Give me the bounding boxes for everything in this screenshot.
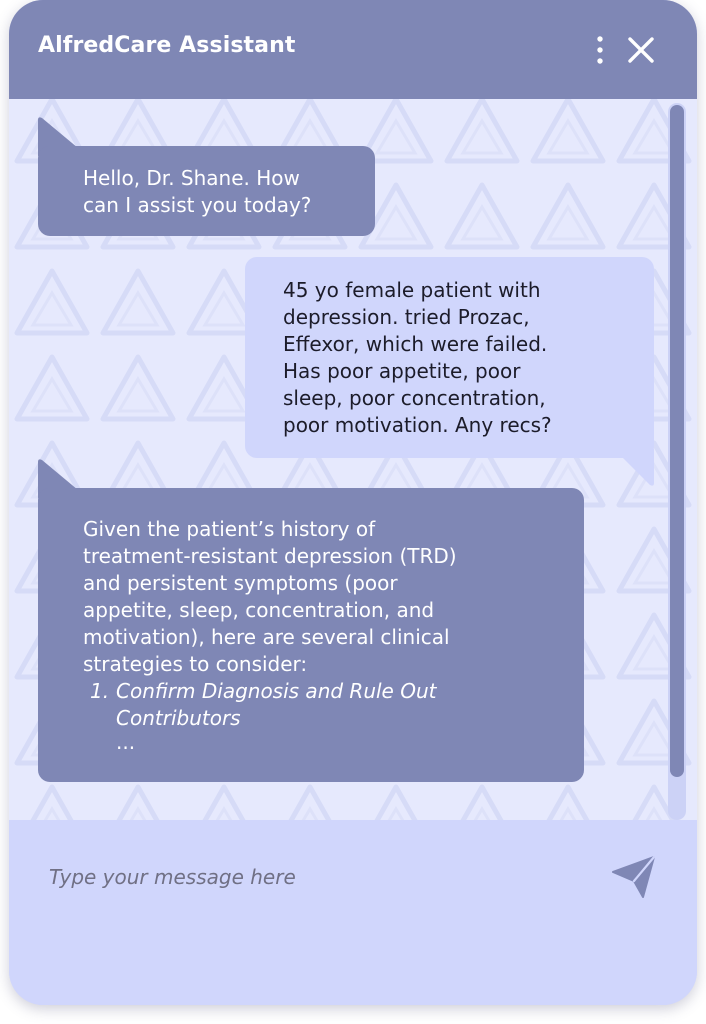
- assistant-message: [38, 488, 584, 782]
- scrollbar-thumb[interactable]: [670, 105, 684, 777]
- chat-widget: [9, 0, 697, 1005]
- more-options-icon[interactable]: [587, 34, 613, 68]
- list-item-text: Confirm Diagnosis and Rule Out Contributors: [116, 679, 437, 730]
- assistant-message: [38, 146, 375, 236]
- chat-header: [9, 0, 697, 99]
- message-list[interactable]: [9, 99, 697, 820]
- list-item: [83, 678, 564, 732]
- assistant-message-text: Given the patient’s history of treatment-resistant depression (TRD) and persistent symptoms (poor appetite, sleep, concentration, and motivation), here are several clinical strategies to consider:: [83, 517, 457, 676]
- list-item-number: 1.: [90, 679, 110, 703]
- user-message: [245, 257, 654, 458]
- user-message-text: 45 yo female patient with depression. tried Prozac, Effexor, which were failed. Has poor appetite, poor sleep, poor concentration, poor motivation. Any recs?: [283, 278, 552, 437]
- close-icon[interactable]: [623, 33, 659, 69]
- message-composer: [9, 820, 697, 1005]
- assistant-message-text: Hello, Dr. Shane. How can I assist you today?: [83, 166, 312, 217]
- message-input[interactable]: [49, 860, 589, 894]
- send-icon[interactable]: [609, 852, 657, 900]
- recommendation-list: [83, 678, 564, 732]
- truncation-ellipsis: ...: [116, 730, 136, 754]
- chat-title: AlfredCare Assistant: [38, 33, 296, 58]
